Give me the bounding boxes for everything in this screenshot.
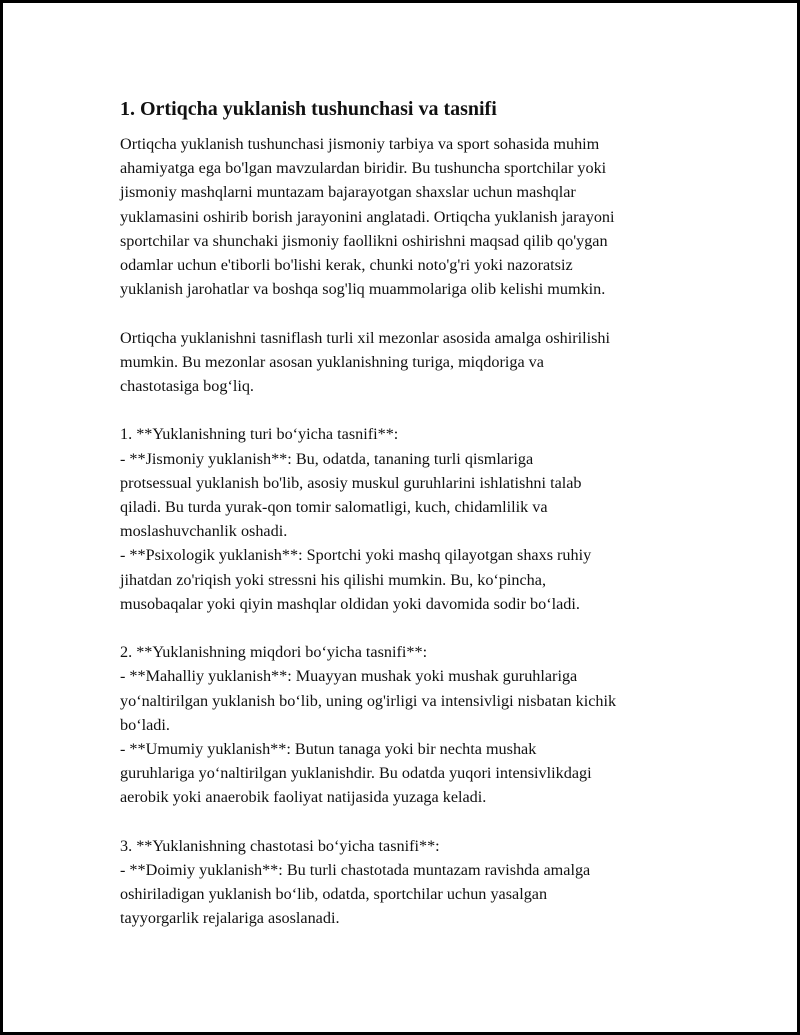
list-item-type-classification: 1. **Yuklanishning turi bo‘yicha tasnifi**: - **Jismoniy yuklanish**: Bu, odatda, tananing turli qismlariga protsessual yuklanish bo'lib, asosiy muskul guruhlarini ishlatishni talab qiladi. Bu turda yurak-qon tomir salomatligi, kuch, chidamlilik va moslashuvchanlik oshadi. - **Psixologik yuklanish**: Sportchi yoki mashq qilayotgan shaxs ruhiy jihatdan zo'riqish yoki stressni his qilishi mumkin. Bu, ko‘pincha, musobaqalar yoki qiyin mashqlar oldidan yoki davomida sodir bo‘ladi. <box>120 425 592 613</box>
document-body <box>120 96 690 931</box>
classification-paragraph: Ortiqcha yuklanishni tasniflash turli xil mezonlar asosida amalga oshirilishi mumkin. Bu mezonlar asosan yuklanishning turiga, miqdoriga va chastotasiga bog‘liq. <box>120 328 611 396</box>
intro-paragraph: Ortiqcha yuklanish tushunchasi jismoniy tarbiya va sport sohasida muhim ahamiyatga ega bo'lgan mavzulardan biridir. Bu tushuncha sportchilar yoki jismoniy mashqlarni muntazam bajarayotgan shaxslar uchun mashqlar yuklamasini oshirib borish jarayonini anglatadi. Ortiqcha yuklanish jarayoni sportchilar va shunchaki jismoniy faollikni oshirishni maqsad qilib qo'ygan odamlar uchun e'tiborli bo'lishi kerak, chunki noto'g'ri yoki nazoratsiz yuklanish jarohatlar va boshqa sog'liq muammolariga olib kelishi mumkin. <box>120 135 615 299</box>
section-heading: 1. Ortiqcha yuklanish tushunchasi va tasnifi <box>120 98 497 120</box>
list-item-frequency-classification: 3. **Yuklanishning chastotasi bo‘yicha tasnifi**: - **Doimiy yuklanish**: Bu turli chastotada muntazam ravishda amalga oshiriladigan yuklanish bo‘lib, odatda, sportchilar uchun yasalgan tayyorgarlik rejalariga asoslanadi. <box>120 836 591 928</box>
list-item-amount-classification: 2. **Yuklanishning miqdori bo‘yicha tasnifi**: - **Mahalliy yuklanish**: Muayyan mushak yoki mushak guruhlariga yo‘naltirilgan yuklanish bo‘lib, uning og'irligi va intensivligi nisbatan kichik bo‘ladi. - **Umumiy yuklanish**: Butun tanaga yoki bir nechta mushak guruhlariga yo‘naltirilgan yuklanishdir. Bu odatda yuqori intensivlikdagi aerobik yoki anaerobik faoliyat natijasida yuzaga keladi. <box>120 643 617 807</box>
